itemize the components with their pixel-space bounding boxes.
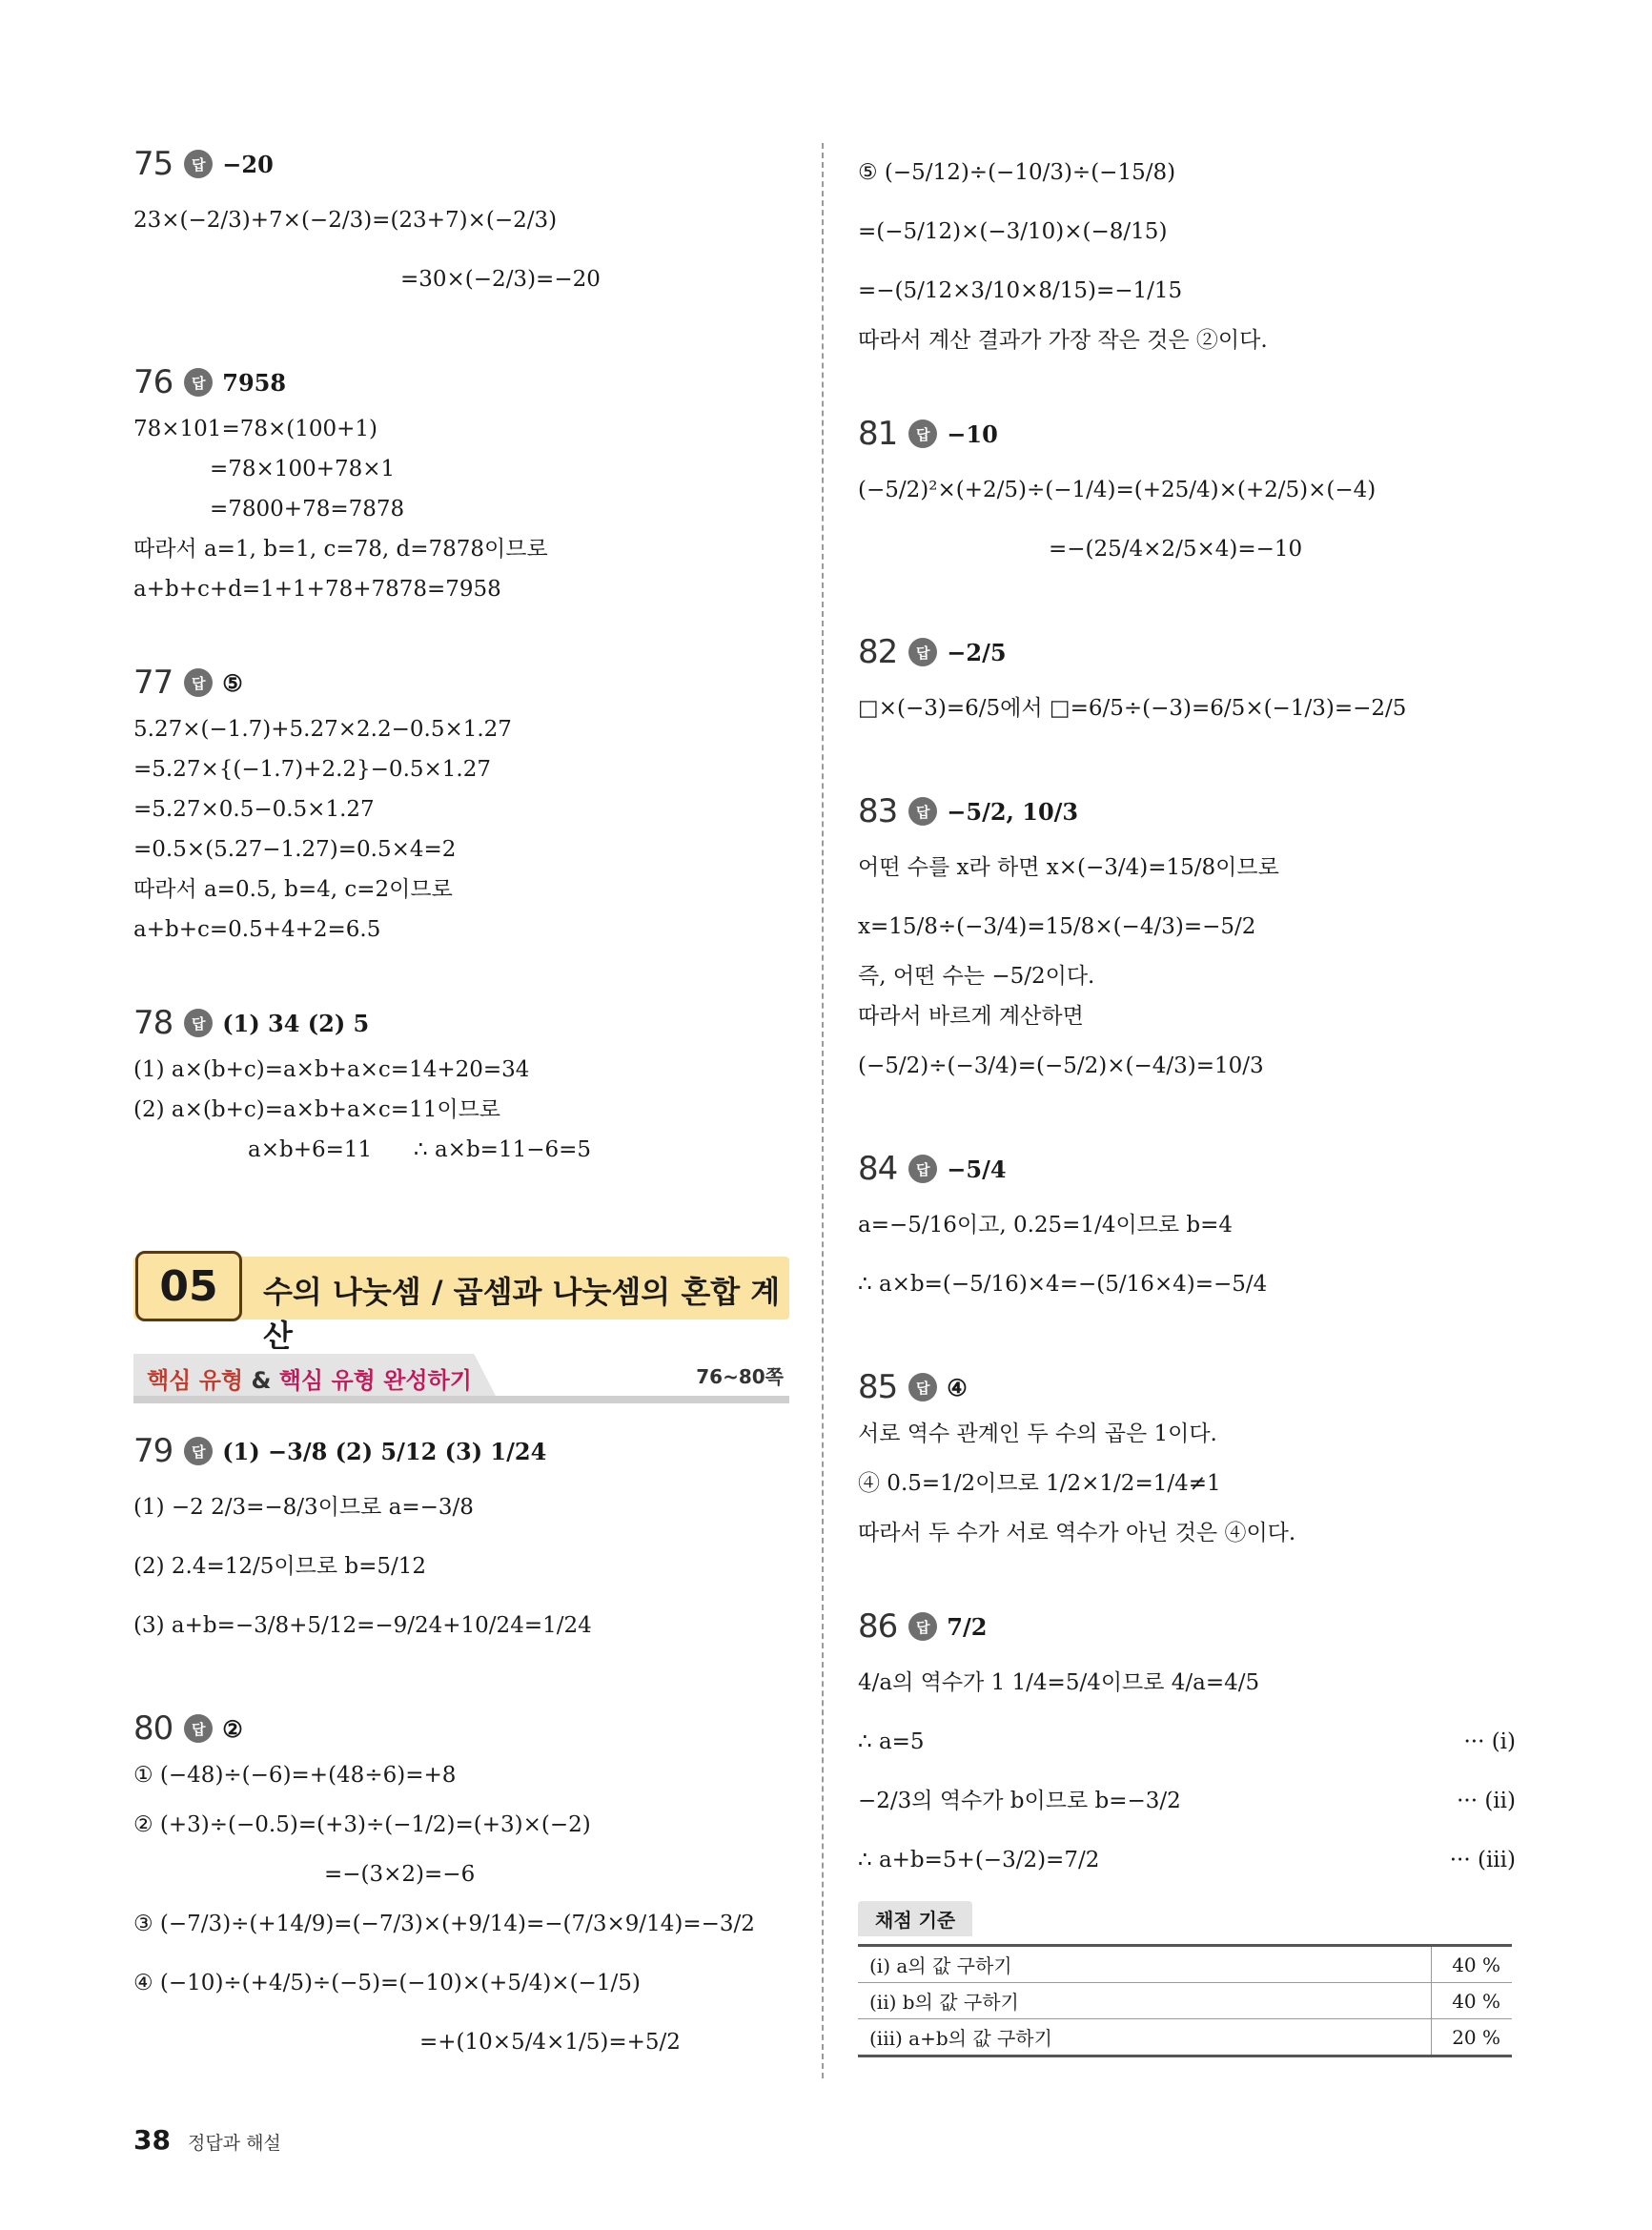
solution-line: (−5/2)²×(+2/5)÷(−1/4)=(+25/4)×(+2/5)×(−4)	[858, 478, 1377, 502]
solution-line: 따라서 두 수가 서로 역수가 아닌 것은 ④이다.	[858, 1521, 1296, 1545]
solution-line: =−(3×2)=−6	[324, 1862, 476, 1887]
problem-number: 80	[133, 1709, 173, 1748]
solution-line: =−(5/12×3/10×8/15)=−1/15	[858, 278, 1183, 303]
problem-number: 76	[133, 363, 173, 401]
solution-line: ③ (−7/3)÷(+14/9)=(−7/3)×(+9/14)=−(7/3×9/14)=−3/2	[133, 1912, 755, 1936]
problem	[858, 413, 1516, 579]
problem-number: 81	[858, 415, 898, 453]
answer-value: −5/4	[947, 1155, 1007, 1183]
page-number: 38	[133, 2124, 171, 2156]
problem	[133, 143, 791, 309]
solution-line: 78×101=78×(100+1)	[133, 417, 377, 441]
section-number: 05	[135, 1251, 242, 1321]
answer-badge: 답	[908, 797, 937, 826]
solution-line: ④ 0.5=1/2이므로 1/2×1/2=1/4≠1	[858, 1471, 1221, 1496]
solution-line: =5.27×{(−1.7)+2.2}−0.5×1.27	[133, 757, 491, 782]
solution-line: ∴ a=5	[858, 1729, 925, 1754]
grading-table	[858, 1944, 1512, 2057]
problem-header	[858, 1366, 1516, 1408]
solution-line: (1) a×(b+c)=a×b+a×c=14+20=34	[133, 1057, 530, 1082]
grading-item: (iii) a+b의 값 구하기	[858, 2019, 1432, 2056]
solution-line: 따라서 계산 결과가 가장 작은 것은 ②이다.	[858, 328, 1268, 353]
answer-badge: 답	[184, 150, 213, 178]
answer-badge: 답	[908, 1155, 937, 1183]
answer-badge: 답	[184, 1437, 213, 1465]
solution-line: (2) a×(b+c)=a×b+a×c=11이므로	[133, 1097, 501, 1122]
answer-badge: 답	[908, 419, 937, 448]
problem-number: 85	[858, 1368, 898, 1406]
solution-line: =0.5×(5.27−1.27)=0.5×4=2	[133, 837, 457, 862]
answer-value: 7/2	[947, 1612, 988, 1641]
sub-header-bar	[133, 1354, 789, 1403]
problem-number: 77	[133, 664, 173, 702]
solution-line: 따라서 a=1, b=1, c=78, d=7878이므로	[133, 537, 548, 562]
solution-line: 23×(−2/3)+7×(−2/3)=(23+7)×(−2/3)	[133, 208, 558, 233]
solution-line: =(−5/12)×(−3/10)×(−8/15)	[858, 219, 1168, 244]
problem-header	[858, 1606, 1516, 1647]
problem-number: 83	[858, 792, 898, 830]
grading-percent: 20 %	[1432, 2019, 1513, 2056]
solution-line: −2/3의 역수가 b이므로 b=−3/2	[858, 1789, 1181, 1813]
answer-value: ④	[947, 1373, 968, 1401]
page-range: 76~80쪽	[696, 1365, 784, 1388]
grading-item: (i) a의 값 구하기	[858, 1946, 1432, 1983]
solution-line: =−(25/4×2/5×4)=−10	[1049, 537, 1303, 562]
solution-line-row	[858, 1712, 1516, 1771]
solution-line: a+b+c+d=1+1+78+7878=7958	[133, 577, 501, 602]
sub-label-2: 핵심 유형 완성하기	[278, 1367, 472, 1394]
solution-line: a+b+c=0.5+4+2=6.5	[133, 917, 381, 942]
problem-header	[858, 631, 1516, 673]
solution-line: ∴ a+b=5+(−3/2)=7/2	[858, 1848, 1100, 1872]
problem-header	[133, 361, 791, 403]
problem	[858, 1148, 1516, 1314]
answer-value: (1) 34 (2) 5	[222, 1009, 370, 1037]
problem-header	[858, 790, 1516, 832]
grading-item: (ii) b의 값 구하기	[858, 1983, 1432, 2019]
problem-header	[133, 1708, 791, 1749]
solution-line-row	[858, 1653, 1516, 1712]
answer-value: ⑤	[222, 668, 243, 697]
answer-value: −5/2, 10/3	[947, 797, 1079, 826]
solution-line: =5.27×0.5−0.5×1.27	[133, 797, 375, 822]
answer-value: (1) −3/8 (2) 5/12 (3) 1/24	[222, 1437, 547, 1465]
problem	[133, 361, 791, 609]
solution-line: =78×100+78×1	[210, 457, 396, 481]
problem-number: 86	[858, 1607, 898, 1646]
solution-line: a=−5/16이고, 0.25=1/4이므로 b=4	[858, 1213, 1234, 1238]
problem-number: 78	[133, 1004, 173, 1042]
answer-value: 7958	[222, 368, 287, 397]
solution-line: ∴ a×b=(−5/16)×4=−(5/16×4)=−5/4	[858, 1272, 1268, 1297]
answer-badge: 답	[184, 1009, 213, 1037]
problem	[133, 1708, 791, 2072]
solution-line: □×(−3)=6/5에서 □=6/5÷(−3)=6/5×(−1/3)=−2/5	[858, 696, 1407, 721]
problem	[858, 1606, 1516, 2057]
grading-row	[858, 1946, 1512, 1983]
problem-header	[133, 1002, 791, 1044]
solution-line-row	[858, 1771, 1516, 1831]
answer-badge: 답	[184, 1714, 213, 1743]
solution-line: (1) −2 2/3=−8/3이므로 a=−3/8	[133, 1495, 474, 1520]
grading-title: 채점 기준	[858, 1901, 972, 1936]
answer-badge: 답	[184, 368, 213, 397]
grading-percent: 40 %	[1432, 1946, 1513, 1983]
solution-line: ② (+3)÷(−0.5)=(+3)÷(−1/2)=(+3)×(−2)	[133, 1812, 591, 1837]
problem-number: 75	[133, 145, 173, 183]
footer-label: 정답과 해설	[187, 2133, 281, 2154]
problem-number: 79	[133, 1432, 173, 1470]
answer-value: −2/5	[947, 638, 1007, 666]
solution-line: (3) a+b=−3/8+5/12=−9/24+10/24=1/24	[133, 1613, 592, 1638]
grading-row	[858, 1983, 1512, 2019]
problem	[858, 790, 1516, 1095]
problem-header	[133, 143, 791, 185]
solution-line-row	[858, 1831, 1516, 1890]
solution-line: 서로 역수 관계인 두 수의 곱은 1이다.	[858, 1422, 1217, 1446]
problem	[858, 1366, 1516, 1553]
solution-line: (−5/2)÷(−3/4)=(−5/2)×(−4/3)=10/3	[858, 1054, 1264, 1078]
solution-line: x=15/8÷(−3/4)=15/8×(−4/3)=−5/2	[858, 914, 1256, 939]
column-divider	[822, 143, 824, 2078]
left-column-lower	[133, 1430, 791, 2124]
solution-line: 4/a의 역수가 1 1/4=5/4이므로 4/a=4/5	[858, 1670, 1260, 1695]
sub-header-label	[147, 1361, 472, 1395]
solution-line: 따라서 a=0.5, b=4, c=2이므로	[133, 877, 453, 902]
problem-number: 82	[858, 633, 898, 671]
step-mark: ··· (i)	[1463, 1729, 1516, 1754]
solution-line: 따라서 바르게 계산하면	[858, 1004, 1084, 1029]
grading-row	[858, 2019, 1512, 2056]
step-mark: ··· (iii)	[1449, 1848, 1516, 1872]
answer-badge: 답	[908, 1373, 937, 1401]
footer	[133, 2124, 281, 2156]
solution-line: 즉, 어떤 수는 −5/2이다.	[858, 964, 1095, 989]
solution-line: 어떤 수를 x라 하면 x×(−3/4)=15/8이므로	[858, 855, 1279, 880]
answer-value: −20	[222, 150, 274, 178]
answer-value: ②	[222, 1714, 243, 1743]
problem	[858, 143, 1516, 360]
solution-line: ④ (−10)÷(+4/5)÷(−5)=(−10)×(+5/4)×(−1/5)	[133, 1971, 641, 1995]
section-title: 수의 나눗셈 / 곱셈과 나눗셈의 혼합 계산	[263, 1274, 781, 1354]
problem-header	[858, 1148, 1516, 1190]
sub-label-1: 핵심 유형	[147, 1367, 244, 1394]
step-mark: ··· (ii)	[1457, 1789, 1516, 1813]
problem	[133, 1430, 791, 1655]
problem	[133, 662, 791, 950]
solution-line: (2) 2.4=12/5이므로 b=5/12	[133, 1554, 426, 1579]
solution-line: ⑤ (−5/12)÷(−10/3)÷(−15/8)	[858, 160, 1176, 185]
problem-header	[133, 662, 791, 704]
solution-line: ① (−48)÷(−6)=+(48÷6)=+8	[133, 1763, 457, 1788]
solution-line: a×b+6=11 ∴ a×b=11−6=5	[248, 1137, 592, 1162]
grading-percent: 40 %	[1432, 1983, 1513, 2019]
problem-number: 84	[858, 1150, 898, 1188]
left-column	[133, 143, 791, 1222]
right-column	[858, 143, 1516, 2110]
answer-badge: 답	[908, 638, 937, 666]
solution-line: =30×(−2/3)=−20	[400, 267, 601, 292]
answer-badge: 답	[908, 1612, 937, 1641]
problem-header	[858, 413, 1516, 455]
sub-amp: &	[251, 1367, 272, 1394]
problem	[133, 1002, 791, 1170]
answer-badge: 답	[184, 668, 213, 697]
problem	[858, 631, 1516, 738]
section-banner	[133, 1257, 789, 1354]
solution-line: 5.27×(−1.7)+5.27×2.2−0.5×1.27	[133, 717, 512, 742]
solution-line: =+(10×5/4×1/5)=+5/2	[419, 2030, 681, 2055]
answer-value: −10	[947, 419, 998, 448]
problem-header	[133, 1430, 791, 1472]
solution-line: =7800+78=7878	[210, 497, 405, 522]
